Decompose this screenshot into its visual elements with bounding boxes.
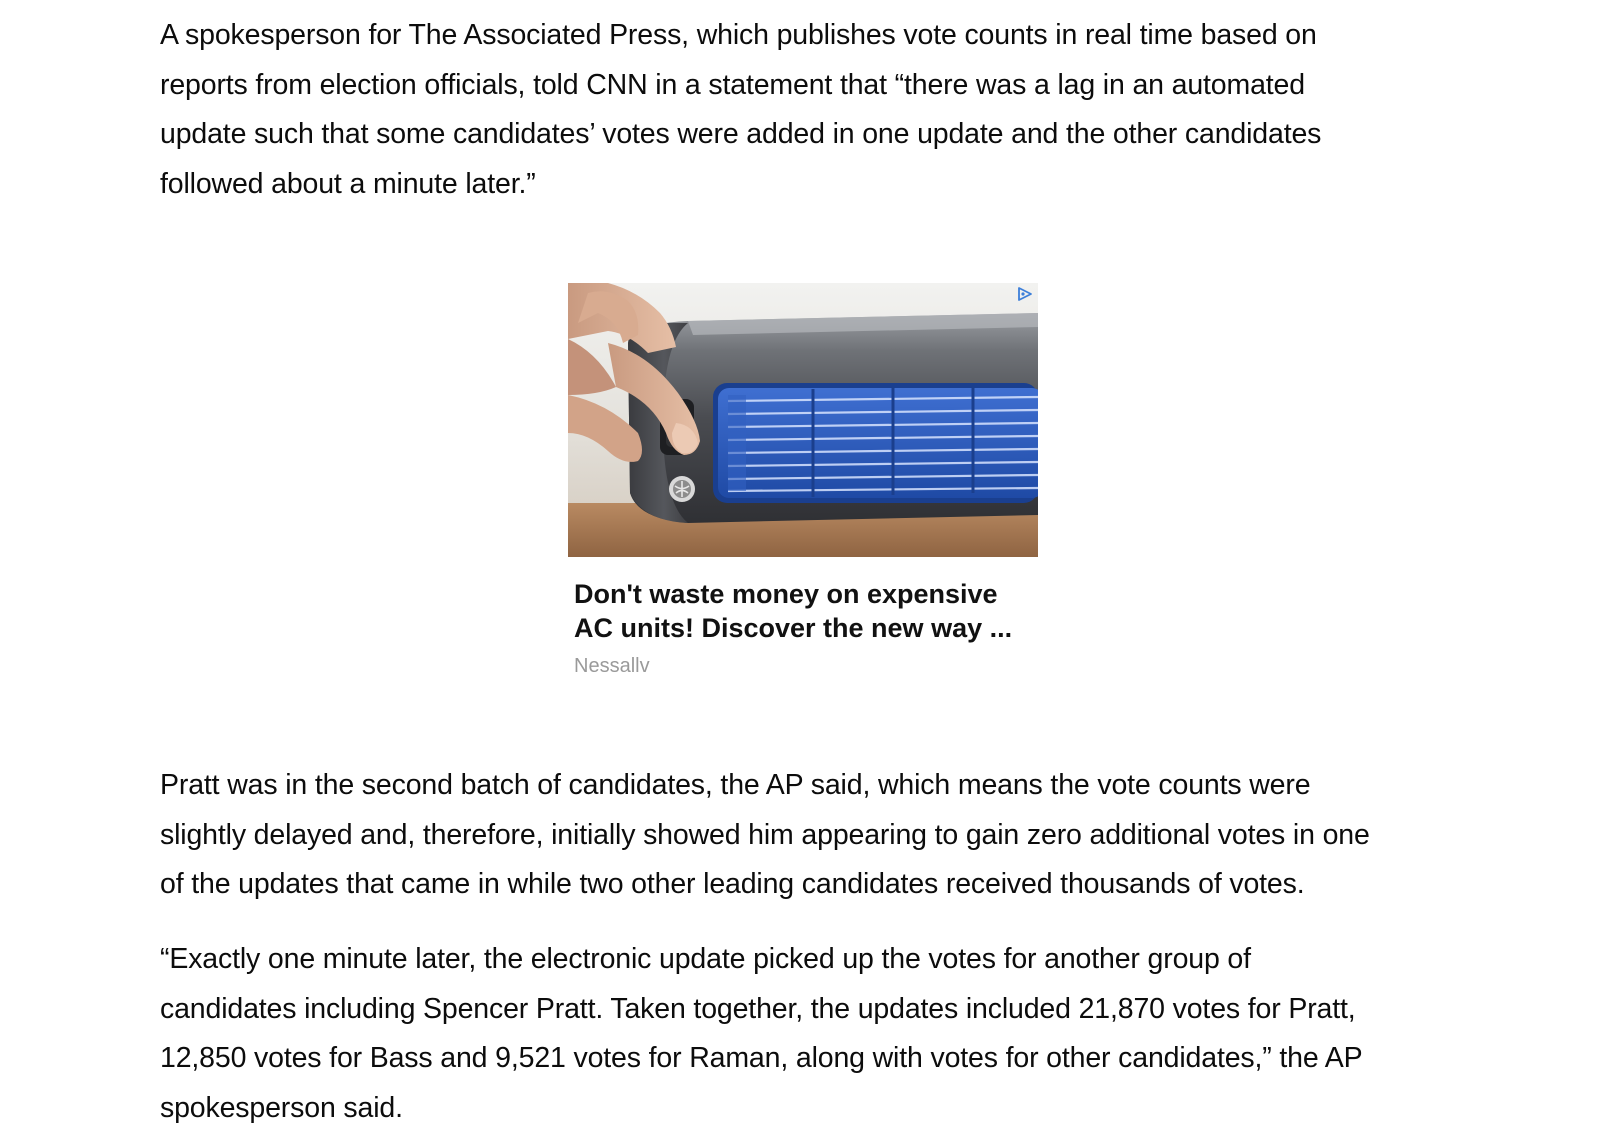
paragraph-line: update such that some candidates’ votes were added in one update and the other candidates [160, 118, 1322, 150]
paragraph-line: spokesperson said. [160, 1091, 403, 1124]
ad-choices-icon[interactable] [1016, 286, 1034, 302]
sponsored-ad[interactable] [568, 283, 1038, 679]
paragraph-line: candidates including Spencer Pratt. Taken together, the updates included 21,870 votes for Pratt, [160, 992, 1356, 1025]
ac-unit-illustration [568, 283, 1038, 557]
article-paragraph [160, 11, 1450, 209]
paragraph-line: slightly delayed and, therefore, initially showed him appearing to gain zero additional votes in one [160, 818, 1370, 851]
paragraph-line: Pratt was in the second batch of candidates, the AP said, which means the vote counts were [160, 769, 1311, 801]
ad-source-link[interactable]: Nessallv [574, 655, 650, 677]
paragraph-line: 12,850 votes for Bass and 9,521 votes for Raman, along with votes for other candidates,” the AP [160, 1042, 1363, 1074]
article-paragraph [160, 935, 1450, 1133]
article-paragraph [160, 761, 1450, 910]
ad-headline-link[interactable] [574, 577, 1044, 645]
paragraph-line: A spokesperson for The Associated Press, which publishes vote counts in real time based on [160, 19, 1317, 51]
ad-image[interactable] [568, 283, 1038, 557]
ad-headline-line: Don't waste money on expensive [574, 579, 998, 609]
paragraph-line: “Exactly one minute later, the electronic update picked up the votes for another group of [160, 943, 1251, 975]
ad-headline-line: AC units! Discover the new way ... [574, 613, 1013, 643]
paragraph-line: reports from election officials, told CNN in a statement that “there was a lag in an automated [160, 68, 1305, 101]
paragraph-line: followed about a minute later.” [160, 167, 536, 200]
paragraph-line: of the updates that came in while two other leading candidates received thousands of votes. [160, 868, 1305, 900]
